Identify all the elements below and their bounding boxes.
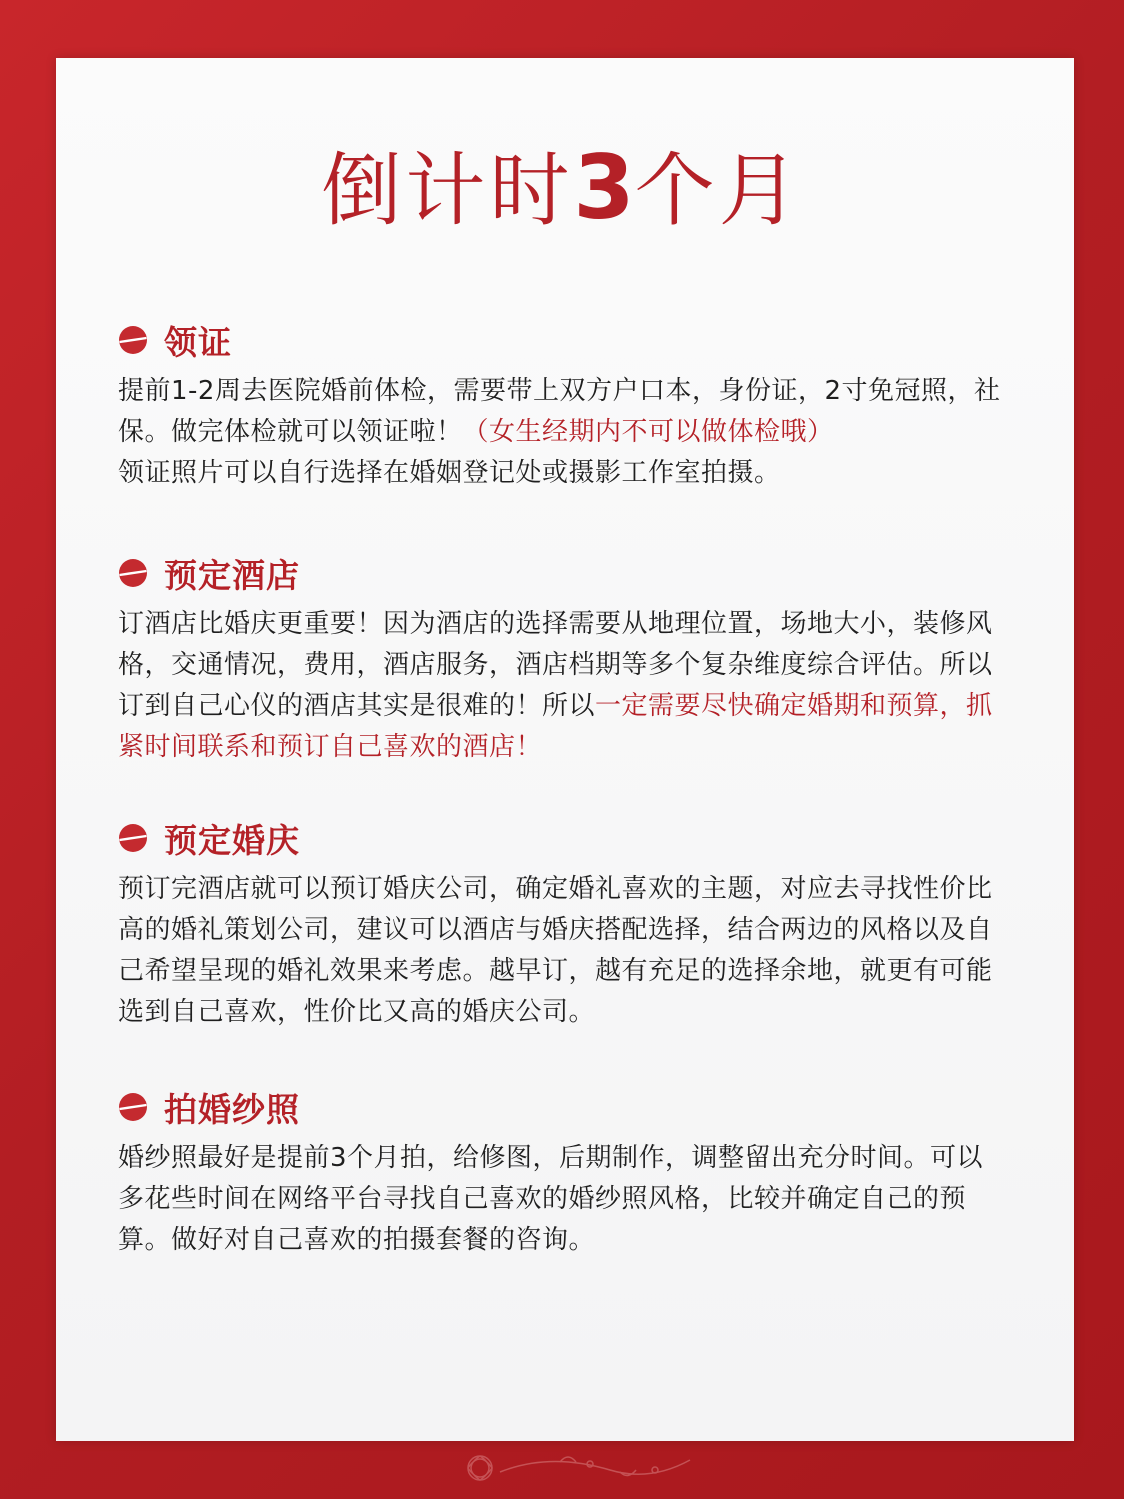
red-half-circle-bullet-icon xyxy=(118,823,148,853)
section-body xyxy=(118,1138,1008,1261)
section-highlight-text: （女生经期内不可以做体检哦） xyxy=(462,417,834,447)
section-text-2: 领证照片可以自行选择在婚姻登记处或摄影工作室拍摄。 xyxy=(118,458,781,488)
section-text: 订酒店比婚庆更重要！因为酒店的选择需要从地理位置，场地大小，装修风格，交通情况，费用，酒店服务，酒店档期等多个复杂维度综合评估。所以订到自己心仪的酒店其实是很难的！所以 xyxy=(118,609,993,721)
section-highlight-text: 一定需要尽快确定婚期和预算，抓紧时间联系和预订自己喜欢的酒店！ xyxy=(118,691,993,762)
title-suffix: 个月 xyxy=(634,144,803,237)
page-title xyxy=(0,136,1124,239)
red-half-circle-bullet-icon xyxy=(118,558,148,588)
title-number: 3 xyxy=(573,136,635,239)
section-heading-text: 预定酒店 xyxy=(164,555,300,595)
section-text: 预订完酒店就可以预订婚庆公司，确定婚礼喜欢的主题，对应去寻找性价比高的婚礼策划公司，建议可以酒店与婚庆搭配选择，结合两边的风格以及自己希望呈现的婚礼效果来考虑。越早订，越有充足的选择余地，就更有可能选到自己喜欢，性价比又高的婚庆公司。 xyxy=(118,874,993,1027)
section-wedding-photos xyxy=(118,1082,1008,1261)
section-heading xyxy=(118,315,1008,365)
section-heading xyxy=(118,813,1008,863)
section-heading xyxy=(118,548,1008,598)
section-text: 婚纱照最好是提前3个月拍，给修图，后期制作，调整留出充分时间。可以多花些时间在网络平台寻找自己喜欢的婚纱照风格，比较并确定自己的预算。做好对自己喜欢的拍摄套餐的咨询。 xyxy=(118,1143,984,1255)
section-body xyxy=(118,869,1008,1033)
section-heading xyxy=(118,1082,1008,1132)
section-heading-text: 领证 xyxy=(164,322,232,362)
section-book-wedding-planner xyxy=(118,813,1008,1033)
section-heading-text: 预定婚庆 xyxy=(164,820,300,860)
section-body xyxy=(118,604,1008,768)
section-text: 提前1-2周去医院婚前体检，需要带上双方户口本，身份证，2寸免冠照，社保。做完体检就可以领证啦！ xyxy=(118,376,1001,447)
section-book-hotel xyxy=(118,548,1008,768)
section-heading-text: 拍婚纱照 xyxy=(164,1089,300,1129)
red-half-circle-bullet-icon xyxy=(118,325,148,355)
flower-branch-decoration-icon xyxy=(440,1440,700,1499)
section-body xyxy=(118,371,1008,494)
red-half-circle-bullet-icon xyxy=(118,1092,148,1122)
section-marriage-license xyxy=(118,315,1008,494)
title-prefix: 倒计时 xyxy=(321,144,574,237)
